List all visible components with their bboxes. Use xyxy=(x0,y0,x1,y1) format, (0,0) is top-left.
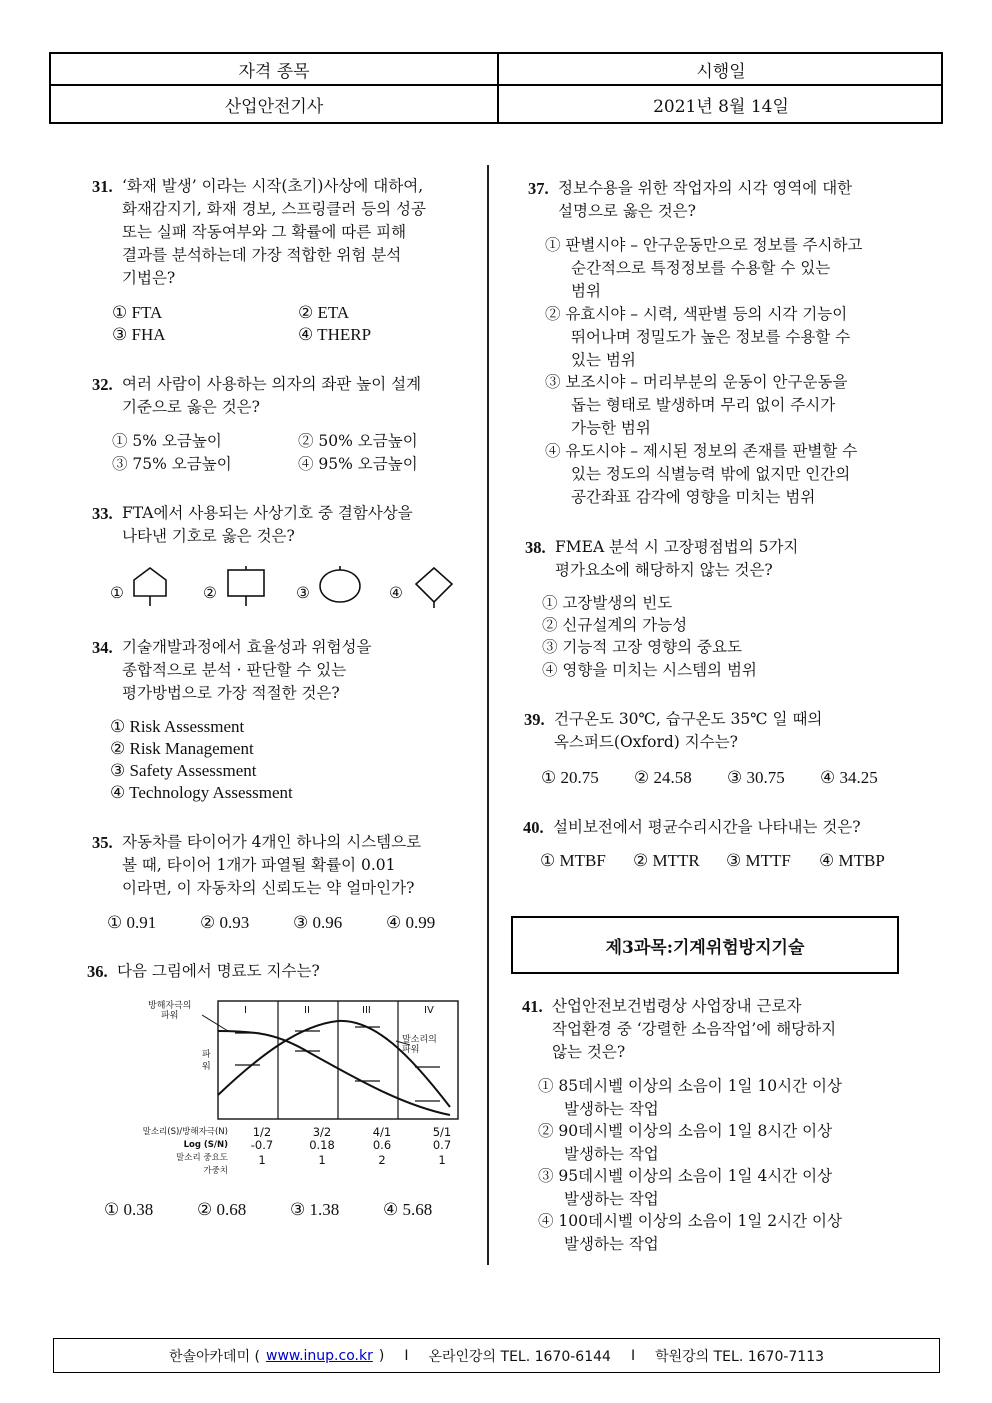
log-sn-row xyxy=(232,1139,472,1152)
question-line: 기법은? xyxy=(122,269,176,287)
option-line: 발생하는 작업 xyxy=(564,1100,659,1118)
row-header: Log (S/N) xyxy=(183,1140,228,1150)
articulation-index-figure xyxy=(110,995,470,1180)
footer-online-phone: 온라인강의 TEL. 1670-6144 xyxy=(428,1348,611,1365)
weight-row xyxy=(232,1154,472,1167)
option[interactable]: ① 고장발생의 빈도 xyxy=(542,594,673,612)
question-41 xyxy=(522,995,543,1019)
house-event-symbol xyxy=(134,568,166,606)
question-line: 기준으로 옳은 것은? xyxy=(122,398,260,416)
question-31 xyxy=(92,175,113,199)
option[interactable]: ② ETA xyxy=(298,303,350,322)
cell: 4/1 xyxy=(372,1125,392,1139)
option[interactable]: ① 0.91 xyxy=(107,913,157,932)
footer-website-link[interactable]: www.inup.co.kr xyxy=(266,1347,373,1364)
option[interactable]: ③ 기능적 고장 영향의 중요도 xyxy=(542,638,742,656)
footer-separator: I xyxy=(404,1347,409,1364)
cell: 1 xyxy=(318,1153,326,1167)
footer-name-close: ) xyxy=(378,1347,385,1364)
question-40-text xyxy=(553,816,861,839)
option-37-1[interactable] xyxy=(545,234,862,303)
option-line: 돕는 형태로 발생하며 무리 없이 주시가 xyxy=(571,396,836,414)
option-line: 있는 범위 xyxy=(571,351,636,369)
question-40 xyxy=(523,816,544,840)
question-line: 않는 것은? xyxy=(552,1043,626,1061)
band-label: II xyxy=(304,1005,310,1016)
option[interactable]: ④ THERP xyxy=(298,325,372,344)
question-line: 나타낸 기호로 옳은 것은? xyxy=(122,527,295,545)
header-col1-value: 산업안전기사 xyxy=(224,96,324,117)
question-39-text xyxy=(554,708,822,754)
question-number: 34. xyxy=(92,638,113,657)
footer-separator: I xyxy=(630,1347,636,1364)
option[interactable]: ③ FHA xyxy=(112,325,166,344)
question-31-text xyxy=(122,175,426,290)
label-line: 파워 xyxy=(161,1011,179,1021)
label-line: 방해자극의 xyxy=(148,1001,192,1011)
question-line: ‘화재 발생’ 이라는 시작(초기)사상에 대하여, xyxy=(122,177,424,195)
question-line: FTA에서 사용되는 사상기호 중 결함사상을 xyxy=(122,504,413,522)
question-35 xyxy=(92,831,113,855)
label-speech-power xyxy=(402,1035,437,1055)
option[interactable]: ① MTBF xyxy=(540,851,606,870)
section-title-box: 제3과목:기계위험방지기술 xyxy=(511,916,899,974)
row-header: 말소리(S)/방해자극(N) xyxy=(142,1127,228,1137)
option-line: ① 85데시벨 이상의 소음이 1일 10시간 이상 xyxy=(538,1077,842,1095)
question-number: 38. xyxy=(525,538,546,557)
question-line: 설명으로 옳은 것은? xyxy=(558,202,696,220)
question-line: 화재감지기, 화재 경보, 스프링클러 등의 성공 xyxy=(122,200,427,218)
label-power-y xyxy=(202,1049,211,1073)
question-line: 평가요소에 해당하지 않는 것은? xyxy=(555,561,773,579)
option[interactable]: ① xyxy=(110,584,124,602)
header-col2-title: 시행일 xyxy=(696,61,746,82)
option-line: ④ 100데시벨 이상의 소음이 1일 2시간 이상 xyxy=(538,1212,842,1230)
question-line: 정보수용을 위한 작업자의 시각 영역에 대한 xyxy=(558,179,853,197)
question-number: 31. xyxy=(92,177,113,196)
question-number: 41. xyxy=(522,997,543,1016)
question-36 xyxy=(87,960,108,984)
option[interactable]: ④ 95% 오금높이 xyxy=(298,455,418,473)
cell: 1/2 xyxy=(252,1125,272,1139)
question-line: 이라면, 이 자동차의 신뢰도는 약 얼마인가? xyxy=(122,879,415,897)
question-number: 37. xyxy=(528,179,549,198)
question-line: 또는 실패 작동여부와 그 확률에 따른 피해 xyxy=(122,223,407,241)
question-34 xyxy=(92,636,113,660)
question-line: 옥스퍼드(Oxford) 지수는? xyxy=(554,733,738,751)
option-37-4[interactable] xyxy=(545,440,857,509)
option-line: 순간적으로 특정정보를 수용할 수 있는 xyxy=(571,259,831,277)
option-line: ③ 보조시야 – 머리부분의 운동이 안구운동을 xyxy=(545,373,848,391)
row-header: 말소리 중요도 xyxy=(176,1153,228,1163)
cell: 1 xyxy=(438,1153,446,1167)
option-line: 발생하는 작업 xyxy=(564,1145,659,1163)
option[interactable]: ① 5% 오금높이 xyxy=(112,432,222,450)
cell: 2 xyxy=(378,1153,386,1167)
header-col1-title: 자격 종목 xyxy=(238,61,310,82)
question-number: 33. xyxy=(92,504,113,523)
option[interactable]: ② 50% 오금높이 xyxy=(298,432,418,450)
option[interactable]: ③ 75% 오금높이 xyxy=(112,455,232,473)
option[interactable]: ② Risk Management xyxy=(110,739,254,758)
question-39 xyxy=(524,708,545,732)
option[interactable]: ④ 0.99 xyxy=(386,913,436,932)
question-33-text xyxy=(122,502,413,548)
header-table xyxy=(49,52,943,124)
question-number: 35. xyxy=(92,833,113,852)
option[interactable]: ③ 1.38 xyxy=(290,1200,340,1219)
band-label: I xyxy=(244,1005,247,1016)
option[interactable]: ③ 30.75 xyxy=(727,768,785,787)
option[interactable]: ① FTA xyxy=(112,303,163,322)
label-line: 워 xyxy=(202,1062,211,1072)
option-line: ③ 95데시벨 이상의 소음이 1일 4시간 이상 xyxy=(538,1167,833,1185)
footer-name: 한솔아카데미 ( xyxy=(168,1348,261,1365)
option-41-2[interactable] xyxy=(538,1120,832,1166)
option[interactable]: ③ Safety Assessment xyxy=(110,761,257,780)
question-line: 종합적으로 분석 · 판단할 수 있는 xyxy=(122,661,347,679)
option[interactable]: ③ 0.96 xyxy=(293,913,343,932)
option-line: ② 90데시벨 이상의 소음이 1일 8시간 이상 xyxy=(538,1122,833,1140)
option-41-4[interactable] xyxy=(538,1210,842,1256)
option[interactable]: ① 0.38 xyxy=(104,1200,154,1219)
option[interactable]: ② xyxy=(203,584,217,602)
option[interactable]: ② MTTR xyxy=(633,851,700,870)
option-line: 가능한 범위 xyxy=(571,419,651,437)
question-36-text xyxy=(117,960,320,983)
footer-offline-phone: 학원강의 TEL. 1670-7113 xyxy=(655,1348,825,1365)
option[interactable]: ④ Technology Assessment xyxy=(110,783,293,802)
label-line: 말소리의 xyxy=(402,1035,437,1045)
header-col2-value: 2021년 8월 14일 xyxy=(653,96,789,117)
cell: 5/1 xyxy=(432,1125,452,1139)
question-37-text xyxy=(558,177,852,223)
figure-row-headers xyxy=(110,1126,228,1178)
option[interactable]: ④ MTBP xyxy=(819,851,885,870)
option[interactable]: ① Risk Assessment xyxy=(110,717,245,736)
footer-bar xyxy=(53,1338,940,1373)
option[interactable]: ② 24.58 xyxy=(634,768,692,787)
label-line: 파워 xyxy=(402,1045,420,1055)
cell: 1 xyxy=(258,1153,266,1167)
cell: 0.18 xyxy=(309,1138,335,1152)
option[interactable]: ② 신규설계의 가능성 xyxy=(542,616,688,634)
question-34-text xyxy=(122,636,371,705)
question-line: FMEA 분석 시 고장평점법의 5가지 xyxy=(555,538,799,556)
question-line: 여러 사람이 사용하는 의자의 좌판 높이 설계 xyxy=(122,375,422,393)
band-label: III xyxy=(362,1005,371,1016)
rectangle-event-symbol xyxy=(228,566,264,606)
option-line: 공간좌표 감각에 영향을 미치는 범위 xyxy=(571,488,816,506)
cell: 3/2 xyxy=(312,1125,332,1139)
option-line: 발생하는 작업 xyxy=(564,1190,659,1208)
option[interactable]: ③ xyxy=(296,584,310,602)
option-37-2[interactable] xyxy=(545,303,850,372)
option[interactable]: ④ 34.25 xyxy=(820,768,878,787)
question-line: 평가방법으로 가장 적절한 것은? xyxy=(122,684,340,702)
question-number: 32. xyxy=(92,375,113,394)
option-line: ④ 유도시야 – 제시된 정보의 존재를 판별할 수 xyxy=(545,442,858,460)
option-line: ② 유효시야 – 시력, 색판별 등의 시각 기능이 xyxy=(545,305,848,323)
option-37-3[interactable] xyxy=(545,371,847,440)
figure-values xyxy=(232,1126,472,1167)
question-line: 자동차를 타이어가 4개인 하나의 시스템으로 xyxy=(122,833,422,851)
option-line: 뛰어나며 정밀도가 높은 정보를 수용할 수 xyxy=(571,328,851,346)
fta-symbols xyxy=(128,566,468,610)
question-line: 다음 그림에서 명료도 지수는? xyxy=(117,962,320,980)
question-line: 산업안전보건법령상 사업장내 근로자 xyxy=(552,997,802,1015)
option[interactable]: ② 0.93 xyxy=(200,913,250,932)
question-number: 39. xyxy=(524,710,545,729)
cell: 0.7 xyxy=(432,1138,452,1152)
question-35-text xyxy=(122,831,421,900)
question-number: 40. xyxy=(523,818,544,837)
option-line: ① 판별시야 – 안구운동만으로 정보를 주시하고 xyxy=(545,236,863,254)
circle-event-symbol xyxy=(320,566,360,602)
cell: -0.7 xyxy=(250,1138,274,1152)
label-line: 파 xyxy=(202,1050,211,1060)
question-38-text xyxy=(555,536,798,582)
option-41-3[interactable] xyxy=(538,1165,832,1211)
question-33 xyxy=(92,502,113,526)
question-number: 36. xyxy=(87,962,108,981)
option-41-1[interactable] xyxy=(538,1075,842,1121)
label-interference-power xyxy=(148,1001,191,1021)
option[interactable]: ④ 영향을 미치는 시스템의 범위 xyxy=(542,661,757,679)
question-32 xyxy=(92,373,113,397)
question-line: 작업환경 중 ‘강렬한 소음작업’에 해당하지 xyxy=(552,1020,837,1038)
question-41-text xyxy=(552,995,836,1064)
question-line: 볼 때, 타이어 1개가 파열될 확률이 0.01 xyxy=(122,856,396,874)
question-37 xyxy=(528,177,549,201)
option[interactable]: ④ 5.68 xyxy=(383,1200,433,1219)
question-32-text xyxy=(122,373,421,419)
question-line: 결과를 분석하는데 가장 적합한 위험 분석 xyxy=(122,246,402,264)
option[interactable]: ② 0.68 xyxy=(197,1200,247,1219)
option[interactable]: ③ MTTF xyxy=(726,851,791,870)
question-line: 기술개발과정에서 효율성과 위험성을 xyxy=(122,638,372,656)
option[interactable]: ④ xyxy=(389,584,403,602)
option[interactable]: ① 20.75 xyxy=(541,768,599,787)
band-label: IV xyxy=(424,1005,434,1016)
question-38 xyxy=(525,536,546,560)
question-line: 건구온도 30℃, 습구온도 35℃ 일 때의 xyxy=(554,710,823,728)
question-line: 설비보전에서 평균수리시간을 나타내는 것은? xyxy=(553,818,861,836)
cell: 0.6 xyxy=(372,1138,392,1152)
diamond-event-symbol xyxy=(416,568,452,608)
column-divider xyxy=(487,165,489,1265)
row-header: 가중치 xyxy=(203,1166,228,1176)
option-line: 있는 정도의 식별능력 밖에 없지만 인간의 xyxy=(571,465,851,483)
option-line: 발생하는 작업 xyxy=(564,1235,659,1253)
option-line: 범위 xyxy=(571,282,601,300)
